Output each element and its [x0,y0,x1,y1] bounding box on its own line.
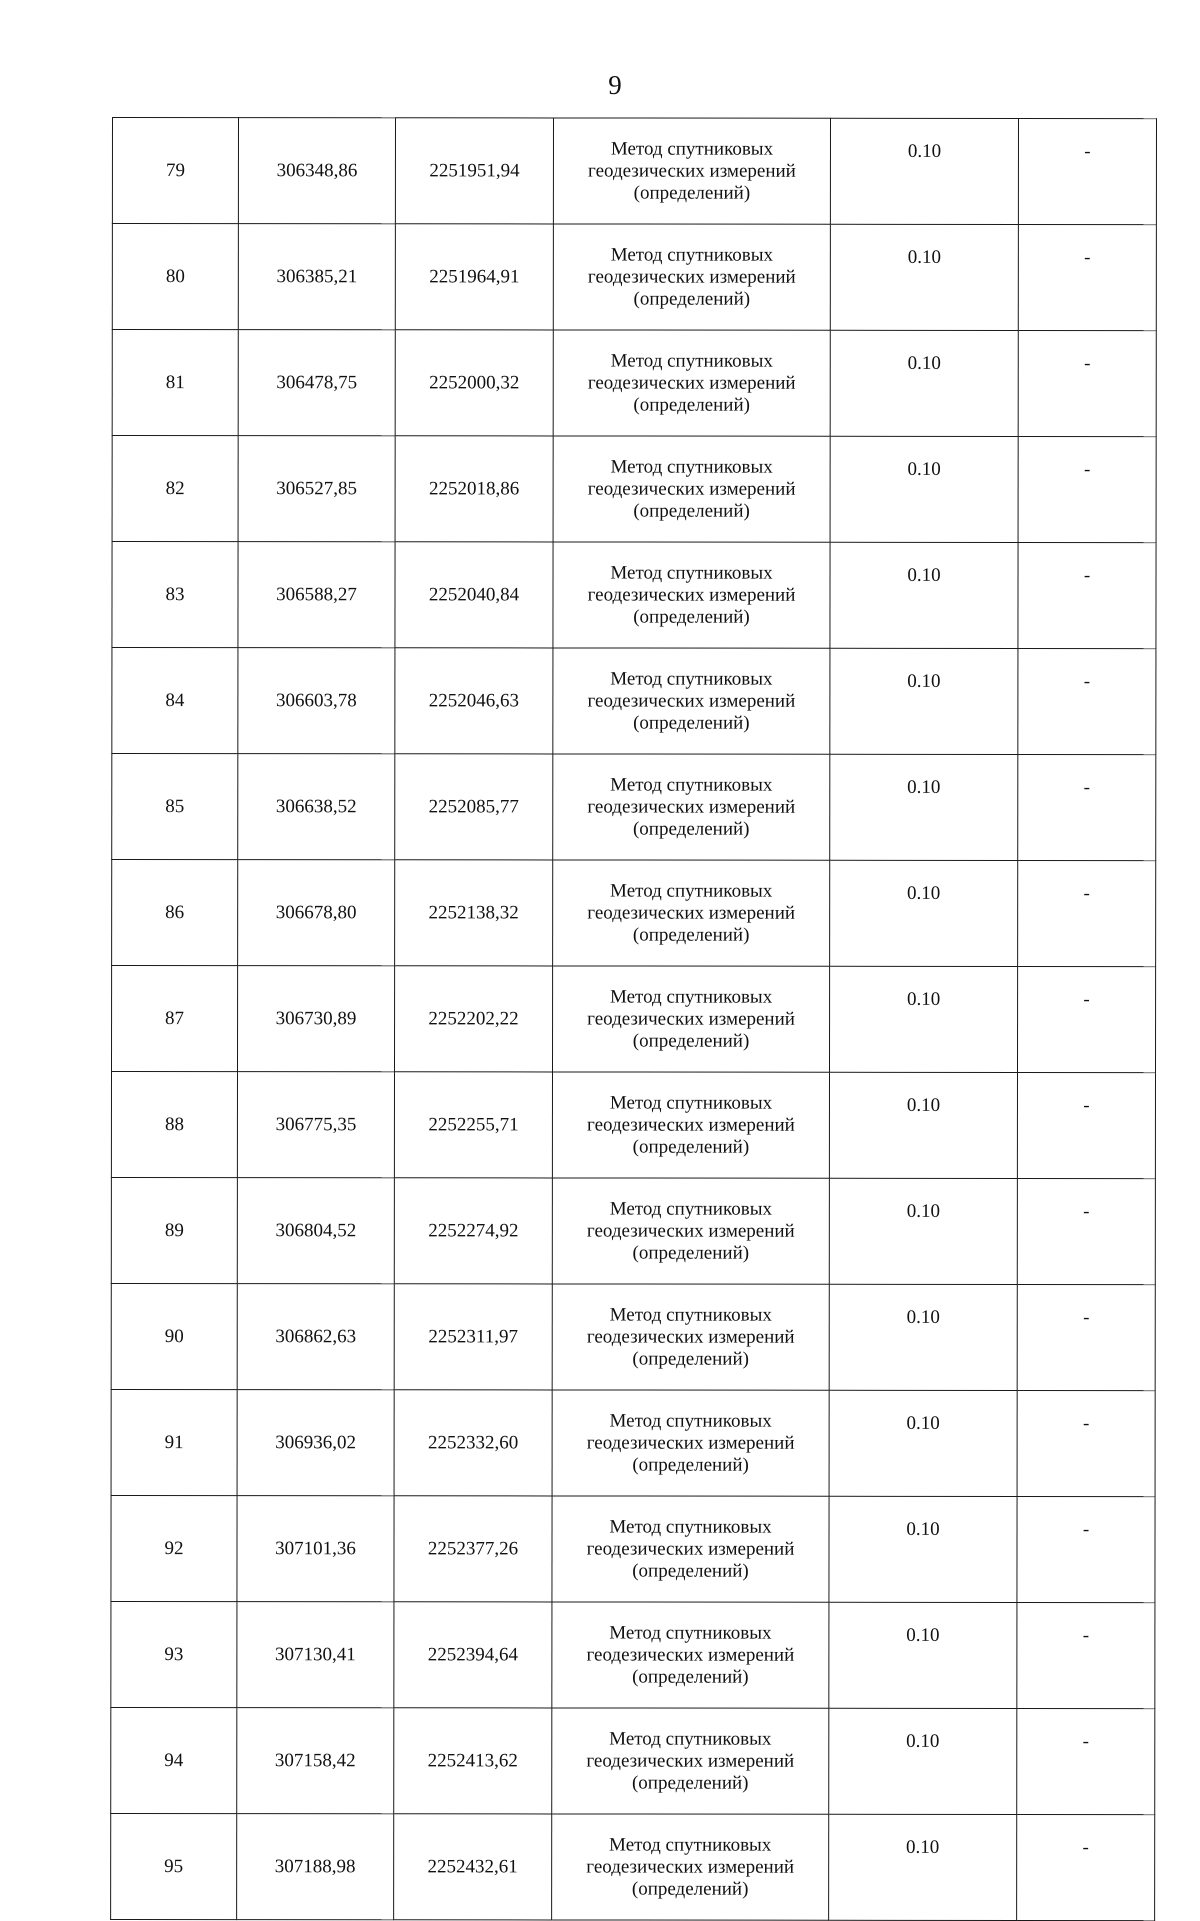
coordinate-x-cell: 306478,75 [238,330,395,436]
table-row [111,1072,1155,1179]
precision-cell: 0.10 [830,118,1018,224]
point-number-cell: 79 [112,118,238,224]
note-cell: - [1017,1708,1155,1814]
point-number-cell: 85 [112,754,238,860]
method-cell: Метод спутниковых геодезических измерений (определений) [553,648,830,754]
table-row [112,860,1156,967]
table-row [112,754,1156,861]
precision-cell: 0.10 [830,648,1018,754]
coordinate-y-cell: 2252311,97 [394,1284,552,1390]
note-cell: - [1018,436,1156,542]
point-number-cell: 83 [112,542,238,648]
note-cell: - [1017,1390,1155,1496]
table-row [112,648,1156,755]
table-row [112,966,1156,1073]
table-row [112,118,1156,225]
precision-cell: 0.10 [829,1814,1017,1920]
table-row [112,330,1156,437]
precision-cell: 0.10 [829,1390,1017,1496]
point-number-cell: 91 [111,1389,237,1495]
precision-cell: 0.10 [829,1496,1017,1602]
method-cell: Метод спутниковых геодезических измерений (определений) [552,1708,829,1814]
coordinate-x-cell: 306527,85 [238,436,395,542]
page-number: 9 [608,70,622,100]
table-row [112,542,1156,649]
method-cell: Метод спутниковых геодезических измерений (определений) [552,1390,829,1496]
point-number-cell: 81 [112,330,238,436]
precision-cell: 0.10 [829,1708,1017,1814]
note-cell: - [1018,118,1156,224]
table-row [111,1283,1155,1390]
note-cell: - [1017,1496,1155,1602]
coordinate-x-cell: 307101,36 [237,1496,394,1602]
coordinate-x-cell: 306588,27 [238,542,395,648]
precision-cell: 0.10 [829,1178,1017,1284]
method-cell: Метод спутниковых геодезических измерений (определений) [552,1284,829,1390]
table-row [111,1707,1155,1814]
table-body [111,118,1157,1921]
method-cell: Метод спутниковых геодезических измерений (определений) [553,118,830,224]
note-cell: - [1018,224,1156,330]
note-cell: - [1017,966,1155,1072]
coordinate-y-cell: 2251951,94 [395,118,553,224]
coordinate-x-cell: 306936,02 [237,1390,394,1496]
coordinates-table [110,117,1157,1921]
note-cell: - [1018,330,1156,436]
note-cell: - [1018,542,1156,648]
coordinate-x-cell: 307130,41 [237,1602,394,1708]
precision-cell: 0.10 [830,542,1018,648]
precision-cell: 0.10 [830,754,1018,860]
method-cell: Метод спутниковых геодезических измерений (определений) [552,1072,829,1178]
precision-cell: 0.10 [829,1284,1017,1390]
point-number-cell: 86 [112,860,238,966]
coordinate-x-cell: 306385,21 [238,224,395,330]
coordinate-x-cell: 306730,89 [238,966,395,1072]
note-cell: - [1017,1178,1155,1284]
coordinate-y-cell: 2252394,64 [394,1602,552,1708]
method-cell: Метод спутниковых геодезических измерений (определений) [553,860,830,966]
point-number-cell: 80 [112,224,238,330]
coordinate-x-cell: 306775,35 [237,1072,394,1178]
coordinate-y-cell: 2252432,61 [394,1814,552,1920]
coordinate-x-cell: 307158,42 [237,1708,394,1814]
point-number-cell: 82 [112,436,238,542]
precision-cell: 0.10 [830,860,1018,966]
coordinate-x-cell: 307188,98 [237,1814,394,1920]
coordinate-x-cell: 306678,80 [238,860,395,966]
precision-cell: 0.10 [829,1602,1017,1708]
coordinate-y-cell: 2252377,26 [394,1496,552,1602]
coordinate-y-cell: 2252085,77 [395,754,553,860]
table-row [111,1495,1155,1602]
coordinate-x-cell: 306638,52 [238,754,395,860]
coordinate-x-cell: 306804,52 [237,1178,394,1284]
table-row [111,1601,1155,1708]
coordinate-y-cell: 2252274,92 [394,1178,552,1284]
note-cell: - [1018,860,1156,966]
point-number-cell: 93 [111,1601,237,1707]
table-row [112,224,1156,331]
method-cell: Метод спутниковых геодезических измерений (определений) [552,1814,829,1920]
note-cell: - [1017,1602,1155,1708]
coordinate-y-cell: 2252202,22 [395,966,553,1072]
coordinate-y-cell: 2252255,71 [394,1072,552,1178]
note-cell: - [1017,1072,1155,1178]
coordinate-y-cell: 2252138,32 [395,860,553,966]
method-cell: Метод спутниковых геодезических измерений (определений) [552,1602,829,1708]
coordinate-y-cell: 2252413,62 [394,1708,552,1814]
point-number-cell: 95 [111,1813,237,1919]
table-row [111,1389,1155,1496]
precision-cell: 0.10 [830,966,1018,1072]
method-cell: Метод спутниковых геодезических измерений (определений) [553,542,830,648]
note-cell: - [1018,648,1156,754]
note-cell: - [1018,754,1156,860]
point-number-cell: 94 [111,1707,237,1813]
coordinate-y-cell: 2252040,84 [395,542,553,648]
note-cell: - [1017,1814,1155,1920]
precision-cell: 0.10 [830,436,1018,542]
coordinate-y-cell: 2252332,60 [394,1390,552,1496]
precision-cell: 0.10 [830,224,1018,330]
method-cell: Метод спутниковых геодезических измерений (определений) [553,966,830,1072]
point-number-cell: 92 [111,1495,237,1601]
note-cell: - [1017,1284,1155,1390]
coordinate-x-cell: 306862,63 [237,1284,394,1390]
precision-cell: 0.10 [830,330,1018,436]
point-number-cell: 89 [111,1178,237,1284]
method-cell: Метод спутниковых геодезических измерений (определений) [553,754,830,860]
coordinate-y-cell: 2251964,91 [395,224,553,330]
coordinate-y-cell: 2252018,86 [395,436,553,542]
coordinate-x-cell: 306348,86 [238,118,395,224]
point-number-cell: 87 [112,966,238,1072]
point-number-cell: 90 [111,1283,237,1389]
coordinate-x-cell: 306603,78 [238,648,395,754]
coordinate-y-cell: 2252046,63 [395,648,553,754]
table-row [111,1178,1155,1285]
method-cell: Метод спутниковых геодезических измерений (определений) [553,436,830,542]
method-cell: Метод спутниковых геодезических измерений (определений) [553,330,830,436]
coordinate-y-cell: 2252000,32 [395,330,553,436]
method-cell: Метод спутниковых геодезических измерений (определений) [552,1178,829,1284]
method-cell: Метод спутниковых геодезических измерений (определений) [553,224,830,330]
precision-cell: 0.10 [829,1072,1017,1178]
point-number-cell: 88 [111,1072,237,1178]
table-row [112,436,1156,543]
table-row [111,1813,1155,1920]
method-cell: Метод спутниковых геодезических измерений (определений) [552,1496,829,1602]
point-number-cell: 84 [112,648,238,754]
